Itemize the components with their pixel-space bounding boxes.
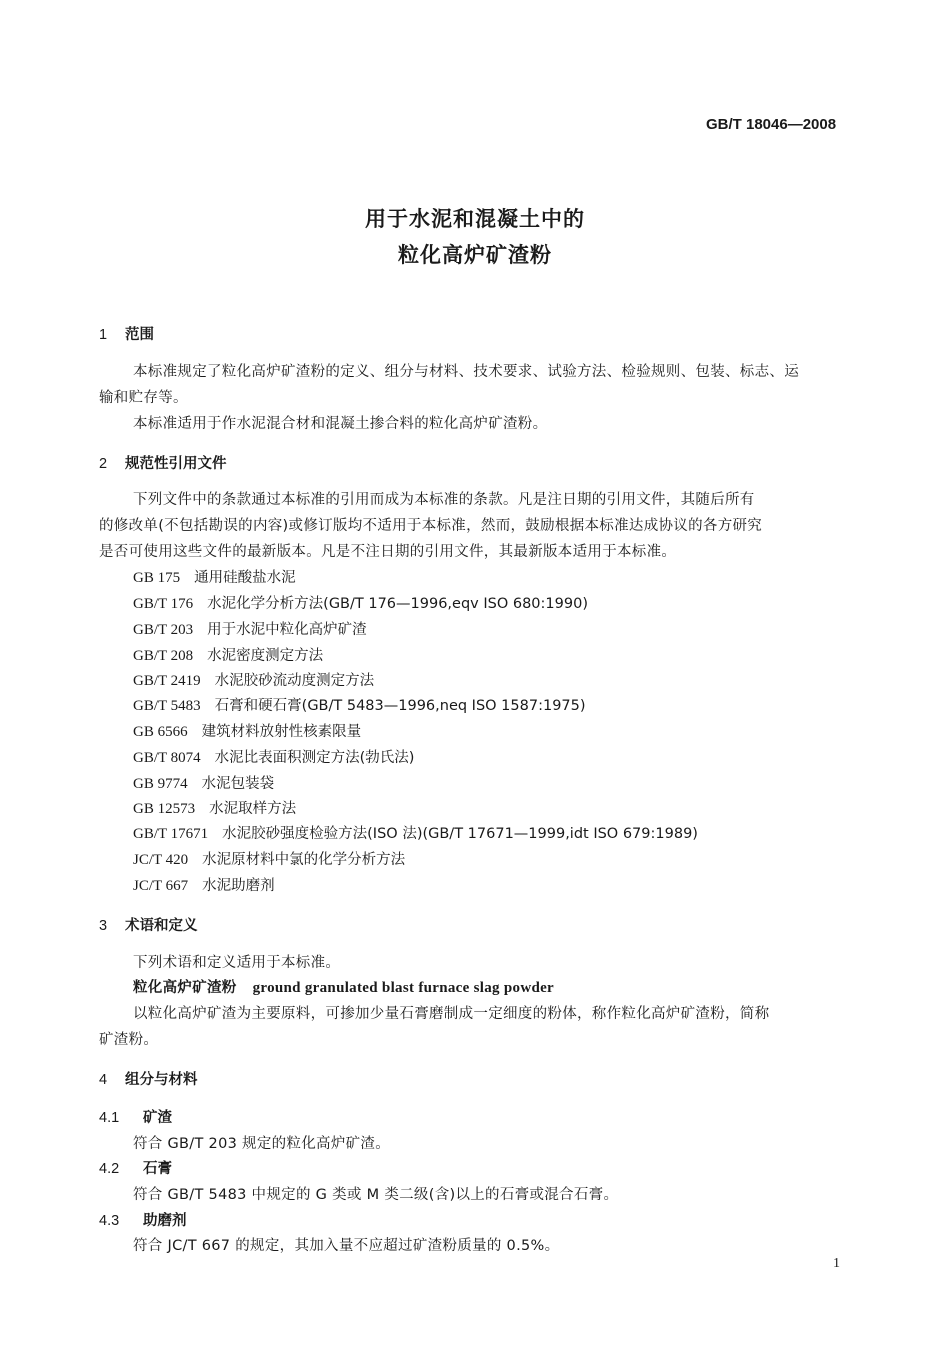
- reference-title: 水泥比表面积测定方法(勃氏法): [214, 750, 415, 766]
- reference-item: [133, 592, 588, 613]
- reference-code: GB 6566: [133, 724, 188, 740]
- paragraph-line: 符合 GB/T 5483 中规定的 G 类或 M 类二级(含)以上的石膏或混合石膏。: [133, 1187, 619, 1203]
- section-title: 范围: [125, 327, 154, 343]
- reference-code: JC/T 667: [133, 878, 189, 894]
- paragraph-line: 矿渣粉。: [99, 1032, 159, 1048]
- reference-title: 水泥原材料中氯的化学分析方法: [202, 852, 406, 868]
- subsection-number: 4.3: [99, 1213, 120, 1229]
- paragraph-line: 下列术语和定义适用于本标准。: [133, 955, 341, 971]
- subsection-number: 4.2: [99, 1161, 120, 1177]
- subsection-number: 4.1: [99, 1110, 120, 1126]
- reference-item: [133, 797, 296, 818]
- section-3-heading: [99, 914, 198, 935]
- reference-title: 水泥助磨剂: [202, 878, 275, 894]
- paragraph-line: 符合 GB/T 203 规定的粒化高炉矿渣。: [133, 1136, 391, 1152]
- reference-title: 水泥化学分析方法(GB/T 176—1996,eqv ISO 680:1990): [207, 596, 588, 612]
- reference-item: [133, 669, 374, 690]
- section-number: 1: [99, 327, 108, 343]
- reference-item: [133, 772, 274, 793]
- reference-code: GB 9774: [133, 776, 188, 792]
- subsection-heading: [99, 1106, 172, 1127]
- section-number: 4: [99, 1072, 108, 1088]
- reference-code: JC/T 420: [133, 852, 189, 868]
- subsection-title: 石膏: [143, 1161, 172, 1177]
- reference-code: GB/T 2419: [133, 673, 201, 689]
- paragraph-line: 以粒化高炉矿渣为主要原料，可掺加少量石膏磨制成一定细度的粉体，称作粒化高炉矿渣粉，简称: [133, 1006, 770, 1022]
- paragraph-line: 下列文件中的条款通过本标准的引用而成为本标准的条款。凡是注日期的引用文件，其随后所有: [133, 492, 755, 508]
- page-number: 1: [833, 1256, 840, 1271]
- subsection-heading: [99, 1157, 172, 1178]
- reference-title: 用于水泥中粒化高炉矿渣: [207, 622, 367, 638]
- reference-title: 水泥取样方法: [209, 801, 297, 817]
- reference-title: 水泥胶砂强度检验方法(ISO 法)(GB/T 17671—1999,idt ISO 679:1989): [222, 826, 698, 842]
- reference-item: [133, 566, 296, 587]
- document-title-line2: 粒化高炉矿渣粉: [398, 243, 552, 267]
- reference-item: [133, 644, 323, 665]
- paragraph-line: 本标准规定了粒化高炉矿渣粉的定义、组分与材料、技术要求、试验方法、检验规则、包装、标志、运: [133, 364, 799, 380]
- reference-title: 建筑材料放射性核素限量: [201, 724, 362, 740]
- term-entry: [133, 976, 554, 997]
- subsection-title: 助磨剂: [143, 1213, 187, 1229]
- section-title: 术语和定义: [125, 918, 198, 934]
- reference-title: 通用硅酸盐水泥: [194, 570, 296, 586]
- reference-item: [133, 746, 414, 767]
- document-title-line1: 用于水泥和混凝土中的: [365, 207, 585, 231]
- reference-code: GB/T 8074: [133, 750, 201, 766]
- section-2-heading: [99, 452, 227, 473]
- term-chinese: 粒化高炉矿渣粉: [133, 980, 237, 996]
- reference-item: [133, 848, 405, 869]
- standard-code: GB/T 18046—2008: [706, 116, 837, 133]
- paragraph-line: 是否可使用这些文件的最新版本。凡是不注日期的引用文件，其最新版本适用于本标准。: [99, 544, 677, 560]
- reference-title: 水泥包装袋: [201, 776, 275, 792]
- paragraph-line: 本标准适用于作水泥混合材和混凝土掺合料的粒化高炉矿渣粉。: [133, 416, 548, 432]
- paragraph-line: 符合 JC/T 667 的规定，其加入量不应超过矿渣粉质量的 0.5%。: [133, 1238, 560, 1254]
- reference-item: [133, 720, 361, 741]
- paragraph-line: 的修改单(不包括勘误的内容)或修订版均不适用于本标准，然而，鼓励根据本标准达成协议的各方研究: [99, 518, 763, 534]
- reference-title: 水泥密度测定方法: [207, 648, 324, 664]
- subsection-heading: [99, 1209, 187, 1230]
- section-number: 3: [99, 918, 108, 934]
- reference-item: [133, 618, 367, 639]
- reference-item: [133, 874, 275, 895]
- reference-code: GB/T 208: [133, 648, 194, 664]
- reference-code: GB/T 17671: [133, 826, 209, 842]
- section-4-heading: [99, 1068, 198, 1089]
- section-1-heading: [99, 323, 154, 344]
- section-title: 规范性引用文件: [125, 456, 227, 472]
- subsection-title: 矿渣: [143, 1110, 172, 1126]
- reference-code: GB/T 5483: [133, 698, 201, 714]
- reference-title: 石膏和硬石膏(GB/T 5483—1996,neq ISO 1587:1975): [214, 698, 586, 714]
- reference-code: GB 175: [133, 570, 181, 586]
- reference-code: GB/T 203: [133, 622, 194, 638]
- reference-code: GB 12573: [133, 801, 196, 817]
- section-title: 组分与材料: [125, 1072, 198, 1088]
- section-number: 2: [99, 456, 108, 472]
- term-english: ground granulated blast furnace slag powder: [252, 980, 555, 996]
- reference-code: GB/T 176: [133, 596, 194, 612]
- paragraph-line: 输和贮存等。: [99, 390, 188, 406]
- reference-item: [133, 822, 698, 843]
- reference-title: 水泥胶砂流动度测定方法: [214, 673, 375, 689]
- reference-item: [133, 694, 586, 715]
